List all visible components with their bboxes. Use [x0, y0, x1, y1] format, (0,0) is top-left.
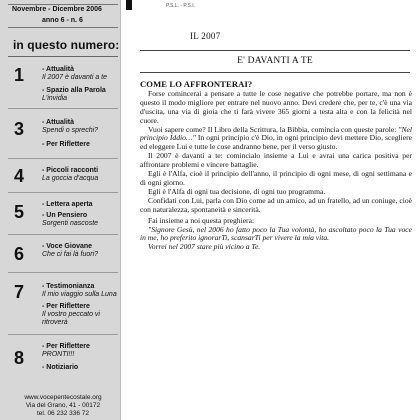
item-subtitle: Il mio viaggio sulla Luna: [42, 291, 117, 298]
website-link[interactable]: www.vocepentecostale.org: [24, 394, 102, 401]
list-item[interactable]: [42, 243, 120, 259]
item-subtitle: Il 2007 è davanti a te: [42, 74, 107, 81]
article-heading: COME LO AFFRONTERAI?: [140, 79, 253, 89]
list-item[interactable]: [42, 364, 120, 372]
page-number: 3: [14, 119, 25, 139]
list-item[interactable]: [42, 212, 120, 228]
page-number: 6: [14, 244, 25, 264]
page-number: 1: [14, 65, 25, 85]
divider: [8, 272, 118, 273]
issue-header: [8, 4, 118, 28]
issue-heading: IL 2007: [190, 31, 221, 41]
list-item[interactable]: [42, 141, 120, 149]
paragraph: Forse comincerai a pensare a tutte le cose negative che potrebbe portare, ma non è questo il modo migliore per entrare nel nuovo anno. Devi credere che, per te, c'è una via d'uscita, una via di gioia che ti farà vivere 365 giorni a testa alta e con la felicità nel cuore.: [140, 88, 412, 125]
list-item[interactable]: [42, 119, 120, 135]
item-title: - Attualità: [42, 119, 75, 126]
contents-sidebar: [0, 0, 121, 420]
divider: [8, 334, 118, 335]
paragraph: Il 2007 è davanti a te: comincialo insieme a Lui e avrai una carica positiva per affrontare problemi e vincere battaglie.: [140, 151, 412, 170]
page-number: 8: [14, 348, 25, 368]
top-small-text: P.S.L. - P.S.I.: [166, 3, 195, 9]
article-body: [140, 80, 412, 252]
page-number: 4: [14, 166, 25, 186]
list-item[interactable]: [42, 201, 120, 209]
paragraph: Egli è l'Alfa, cioè il principio dell'anno, il principio di ogni mese, di ogni settimana e di ogni giorno.: [140, 169, 412, 187]
item-title: - Attualità: [42, 66, 75, 73]
list-item[interactable]: [42, 283, 120, 299]
phone-text: tel. 06 232 336 72: [36, 410, 90, 417]
contents-divider: [8, 56, 118, 57]
item-title: - Per Riflettere: [42, 141, 90, 148]
list-item[interactable]: [42, 167, 120, 183]
section-rule-top: [140, 50, 410, 51]
item-title: - Piccoli racconti: [42, 167, 99, 174]
divider: [8, 108, 118, 109]
page-number: 5: [14, 202, 25, 222]
list-item[interactable]: [42, 66, 120, 82]
paragraph-text: Vuoi sapere come? Il Libro della Scrittura, la Bibbia, comincia con queste parole:: [148, 124, 399, 134]
masthead-fragment: [126, 0, 132, 10]
section-title: E' DAVANTI A TE: [237, 56, 313, 66]
address-text: Via del Grano, 41 - 00172: [25, 402, 101, 409]
divider: [8, 158, 118, 159]
item-title: - Testimonianza: [42, 283, 95, 290]
divider: [8, 234, 118, 235]
paragraph-text: In ogni principio c'è Dio, in ogni principio devi mettere Dio, scegliere ed eleggere Lui e tutte le cose andranno bene, per il verso giusto.: [140, 133, 412, 152]
prayer-text: Vorrei nel 2007 stare più vicino a Te.: [148, 242, 261, 252]
page-number: 7: [14, 282, 25, 302]
item-subtitle: Spendi o sprechi?: [42, 127, 99, 134]
paragraph: Confidati con Lui, parla con Dio come ad un amico, ad un fratello, ad un coniuge, cioè con naturalezza, spontaneità e sincerità.: [140, 195, 412, 214]
divider: [8, 192, 118, 193]
item-subtitle: Che ci fai là fuori?: [42, 251, 99, 258]
item-title: - Notiziario: [42, 364, 79, 371]
list-item[interactable]: [42, 87, 120, 103]
paragraph: Egli è l'Alfa di ogni tua decisione, di ogni tuo programma.: [148, 186, 326, 196]
prayer-text: "Signore Gesù, nel 2006 ho fatto poco la Tua volontà, ho ascoltato poco la Tua voce in me, ho preferito ignorarTi, scansarTi per vivere la mia vita.: [140, 224, 412, 243]
item-subtitle: PRONTI!!!: [42, 351, 75, 358]
quote-text: "Nel principio Iddio…": [140, 124, 412, 143]
item-title: - Un Pensiero: [42, 212, 88, 219]
contents-title: in questo numero:: [13, 38, 120, 52]
item-title: - Spazio alla Parola: [42, 87, 106, 94]
section-rule-bottom: [140, 72, 410, 73]
item-title: - Per Riflettere: [42, 343, 90, 350]
item-title: - Per Riflettere: [42, 303, 90, 310]
item-subtitle: Il vostro peccato vi ritroverà: [42, 311, 100, 326]
paragraph: [140, 126, 412, 153]
item-title: - Lettera aperta: [42, 201, 93, 208]
item-subtitle: La goccia d'acqua: [42, 175, 99, 182]
item-subtitle: Sorgenti nascoste: [42, 220, 99, 227]
issue-number: anno 6 - n. 6: [42, 17, 83, 24]
list-item[interactable]: [42, 343, 120, 359]
contact-footer: [8, 394, 118, 418]
item-title: - Voce Giovane: [42, 243, 93, 250]
issue-date: Novembre - Dicembre 2006: [12, 6, 102, 13]
paragraph: Fai insieme a noi questa preghiera:: [148, 215, 255, 225]
top-bar: [126, 0, 420, 14]
list-item[interactable]: [42, 303, 120, 327]
item-subtitle: L'invidia: [42, 95, 68, 102]
